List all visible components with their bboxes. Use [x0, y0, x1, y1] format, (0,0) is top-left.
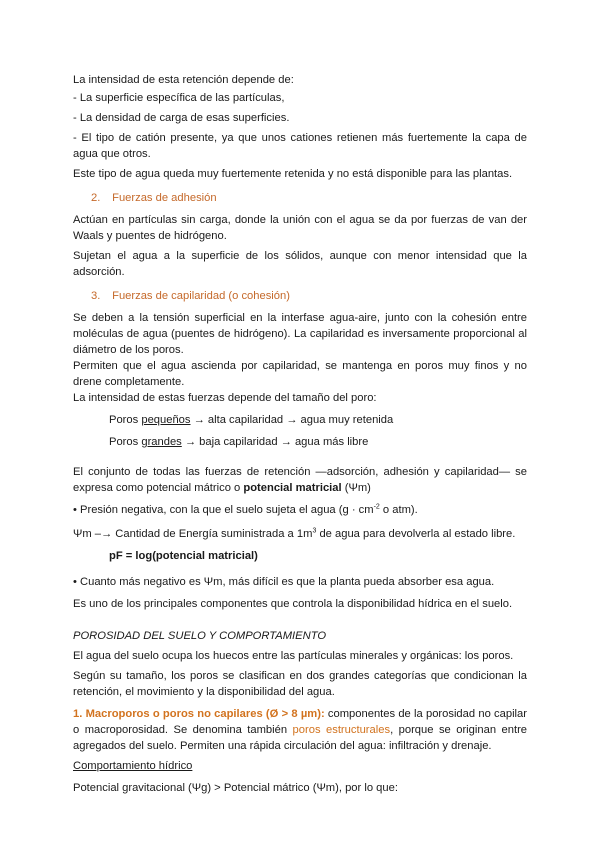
- text-run-underlined: pequeños: [141, 414, 191, 426]
- text-run: de agua para devolverla al estado libre.: [316, 528, 516, 540]
- text-run: Poros: [109, 436, 142, 448]
- paragraph: Actúan en partículas sin carga, donde la unión con el agua se da por fuerzas de van der Waals y puentes de hidrógeno.: [73, 214, 527, 242]
- text-run: • Presión negativa, con la que el suelo sujeta el agua (g · cm: [73, 504, 374, 516]
- document-page: [73, 72, 527, 796]
- section-heading-adhesion: [73, 190, 527, 206]
- paragraph-matric: [73, 464, 527, 496]
- paragraph: Permiten que el agua ascienda por capilaridad, se mantenga en poros muy finos y no drene completamente.: [73, 360, 527, 388]
- bullet-item: [73, 502, 527, 518]
- text-run: Poros: [109, 414, 142, 426]
- text-run: componentes de la porosidad no capilar o macroporosidad. Se denomina también: [73, 708, 527, 736]
- pore-size-big: [73, 434, 527, 450]
- superscript: 3: [312, 527, 317, 535]
- section-title: Fuerzas de capilaridad (o cohesión): [112, 290, 290, 302]
- paragraph: Se deben a la tensión superficial en la interfase agua-aire, junto con la cohesión entre moléculas de agua (puentes de hidrógeno). La capilaridad es inversamente proporcional al diámetro de los poros.: [73, 312, 527, 356]
- section-heading-capillarity: [73, 288, 527, 304]
- text-run-highlight-bold: 1. Macroporos o poros no capilares (Ø > 8 µm):: [73, 708, 325, 720]
- paragraph: La intensidad de estas fuerzas depende del tamaño del poro:: [73, 392, 377, 404]
- definition-line: [73, 526, 527, 542]
- paragraph: Según su tamaño, los poros se clasifican en dos grandes categorías que condicionan la retención, el movimiento y la disponibilidad del agua.: [73, 670, 527, 698]
- paragraph: Potencial gravitacional (Ψg) > Potencial mátrico (Ψm), por lo que:: [73, 782, 398, 794]
- formula: pF = log(potencial matricial): [109, 550, 258, 562]
- text-run-highlight: poros estructurales: [292, 724, 391, 736]
- behavior-heading: Comportamiento hídrico: [73, 760, 193, 772]
- section-number: 2.: [91, 192, 101, 204]
- intro-list-item: - La densidad de carga de esas superficies.: [73, 112, 290, 124]
- intro-conclusion: Este tipo de agua queda muy fuertemente retenida y no está disponible para las plantas.: [73, 168, 513, 180]
- pore-size-small: [73, 412, 527, 428]
- paragraph: Sujetan el agua a la superficie de los sólidos, aunque con menor intensidad que la adsorción.: [73, 250, 527, 278]
- text-run: , porque se originan entre agregados del suelo. Permiten una rápida circulación del agua: infiltración y drenaje.: [73, 724, 528, 752]
- superscript: -2: [373, 503, 380, 511]
- text-run: (Ψm): [341, 482, 371, 494]
- intro-list-item: - El tipo de catión presente, ya que unos cationes retienen más fuertemente la capa de agua que otros.: [73, 132, 527, 160]
- porosity-heading: POROSIDAD DEL SUELO Y COMPORTAMIENTO: [73, 630, 327, 642]
- text-run: El conjunto de todas las fuerzas de retención —adsorción, adhesión y capilaridad— se expresa como potencial mátrico o: [73, 466, 527, 494]
- text-run-bold: potencial matricial: [243, 482, 342, 494]
- text-run: o atm).: [379, 504, 418, 516]
- text-run: Ψm –→ Cantidad de Energía suministrada a 1m: [73, 528, 313, 540]
- section-number: 3.: [91, 290, 101, 302]
- section-title: Fuerzas de adhesión: [112, 192, 217, 204]
- paragraph-macropores: [73, 706, 527, 754]
- text-run: → baja capilaridad → agua más libre: [181, 436, 369, 448]
- text-run-underlined: grandes: [141, 436, 182, 448]
- paragraph: Es uno de los principales componentes que controla la disponibilidad hídrica en el suelo.: [73, 598, 513, 610]
- text-run: → alta capilaridad → agua muy retenida: [190, 414, 394, 426]
- intro-line: La intensidad de esta retención depende de:: [73, 74, 294, 86]
- bullet-item: • Cuanto más negativo es Ψm, más difícil es que la planta pueda absorber esa agua.: [73, 576, 495, 588]
- paragraph: El agua del suelo ocupa los huecos entre las partículas minerales y orgánicas: los poros.: [73, 650, 514, 662]
- intro-list-item: - La superficie específica de las partículas,: [73, 92, 285, 104]
